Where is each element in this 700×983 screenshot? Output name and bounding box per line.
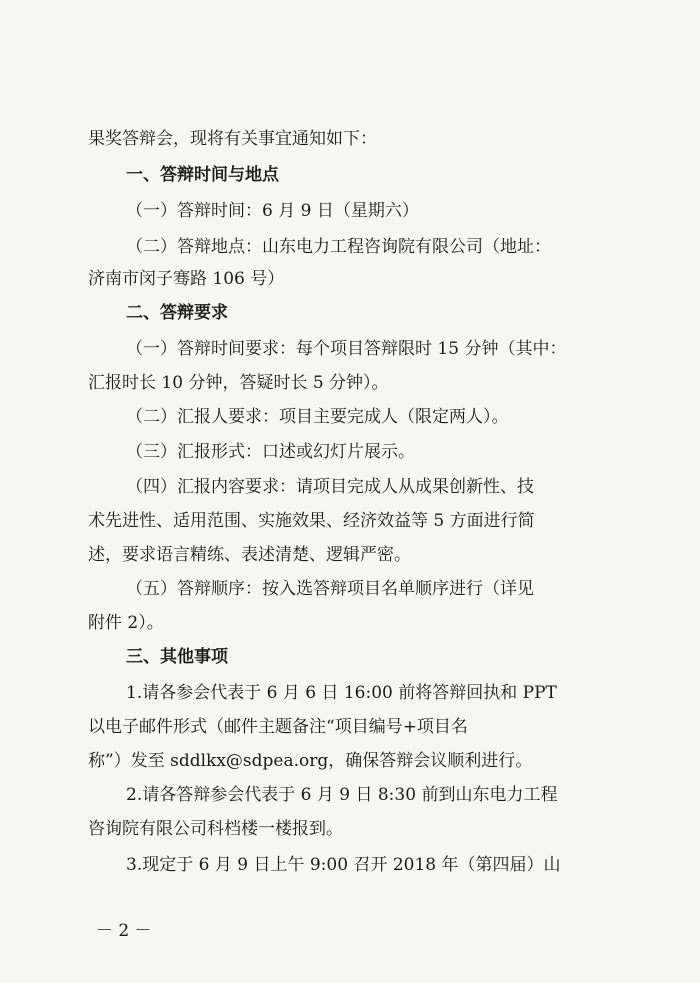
defense-order-line-2: 附件 2）。 (88, 613, 164, 633)
section-heading-other: 三、其他事项 (126, 647, 228, 667)
content-requirement-line-3: 述，要求语言精练、表述清楚、逻辑严密。 (88, 545, 411, 565)
presenter-requirement-line: （二）汇报人要求：项目主要完成人（限定两人）。 (126, 407, 509, 427)
page-number: － 2 － (96, 921, 152, 941)
content-requirement-line: （四）汇报内容要求：请项目完成人从成果创新性、技 (126, 477, 534, 497)
section-heading-requirements: 二、答辩要求 (126, 303, 228, 323)
item-1-line-2: 以电子邮件形式（邮件主题备注“项目编号+项目名 (88, 717, 468, 737)
time-requirement-detail-line: 汇报时长 10 分钟，答疑时长 5 分钟）。 (88, 373, 389, 393)
item-1-line-3: 称”）发至 sddlkx@sdpea.org，确保答辩会议顺利进行。 (88, 751, 533, 771)
item-2-line: 2.请各答辩参会代表于 6 月 9 日 8:30 前到山东电力工程 (126, 785, 558, 805)
time-requirement-line: （一）答辩时间要求：每个项目答辩限时 15 分钟（其中： (126, 339, 567, 359)
item-2-line-2: 咨询院有限公司科档楼一楼报到。 (88, 819, 343, 839)
item-3-line: 3.现定于 6 月 9 日上午 9:00 召开 2018 年（第四届）山 (126, 855, 561, 875)
content-requirement-line-2: 术先进性、适用范围、实施效果、经济效益等 5 方面进行简 (88, 511, 535, 531)
intro-line: 果奖答辩会，现将有关事宜通知如下： (88, 129, 377, 149)
item-1-line: 1.请各参会代表于 6 月 6 日 16:00 前将答辩回执和 PPT (126, 683, 557, 703)
section-heading-time-place: 一、答辩时间与地点 (126, 165, 279, 185)
defense-order-line: （五）答辩顺序：按入选答辩项目名单顺序进行（详见 (126, 579, 534, 599)
defense-location-line: （二）答辩地点：山东电力工程咨询院有限公司（地址： (126, 237, 551, 257)
presentation-format-line: （三）汇报形式：口述或幻灯片展示。 (126, 442, 415, 462)
defense-time-line: （一）答辩时间：6 月 9 日（星期六） (126, 201, 419, 221)
defense-address-line: 济南市闵子骞路 106 号） (88, 269, 285, 289)
